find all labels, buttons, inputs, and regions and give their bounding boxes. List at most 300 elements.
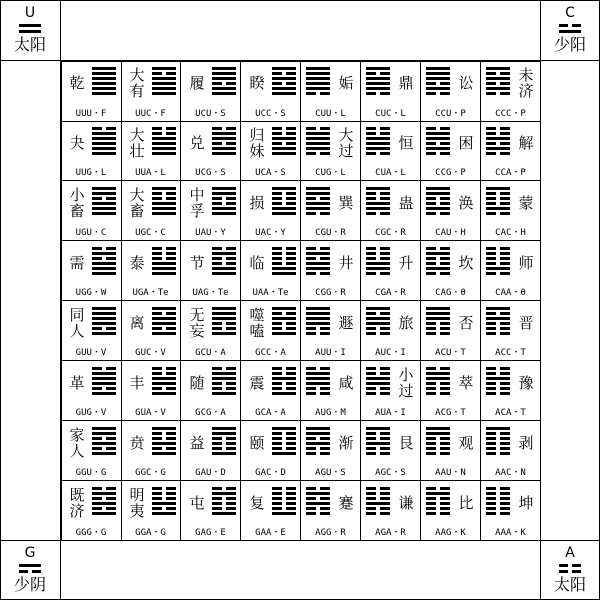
- yang-line: [92, 142, 116, 145]
- hexagram-name: 噬 嗑: [249, 306, 265, 340]
- hexagram-cell: [301, 181, 361, 241]
- yin-line: [486, 392, 510, 395]
- yang-line: [306, 137, 330, 140]
- yang-line: [152, 382, 176, 385]
- yang-line: [306, 82, 330, 85]
- yin-line: [272, 497, 296, 500]
- yin-line: [152, 487, 176, 490]
- yang-line: [212, 267, 236, 270]
- hexagram-name: 节: [189, 254, 205, 272]
- hexagram-name: 同 人: [69, 306, 85, 340]
- hexagram-code: GCC・A: [255, 348, 286, 358]
- hexagram-code: UCG・S: [195, 168, 226, 178]
- hexagram-name: 震: [249, 374, 265, 392]
- yin-line: [92, 487, 116, 490]
- hexagram-name: 困: [458, 134, 474, 152]
- yang-line: [272, 267, 296, 270]
- yang-line: [426, 137, 450, 140]
- yang-line: [152, 187, 176, 190]
- hexagram-cell: [121, 181, 181, 241]
- yin-line: [366, 192, 390, 195]
- yin-line: [486, 372, 510, 375]
- yin-line: [306, 497, 330, 500]
- yin-line: [152, 132, 176, 135]
- hexagram-code: CCA・P: [495, 168, 526, 178]
- yang-line: [152, 137, 176, 140]
- yin-line: [426, 92, 450, 95]
- yang-line: [212, 212, 236, 215]
- yin-line: [366, 312, 390, 315]
- yang-line: [92, 382, 116, 385]
- yin-line: [426, 142, 450, 145]
- hexagram-name: 损: [249, 194, 265, 212]
- hexagram-cell: [361, 61, 421, 122]
- yin-line: [426, 202, 450, 205]
- hexagram-symbol: [426, 367, 450, 395]
- yin-line: [426, 82, 450, 85]
- yin-line: [486, 72, 510, 75]
- hexagram-name: 泰: [129, 254, 145, 272]
- hexagram-code: GUC・V: [135, 348, 166, 358]
- yin-line: [272, 492, 296, 495]
- yin-line: [272, 127, 296, 130]
- yin-line: [486, 437, 510, 440]
- yin-line: [426, 392, 450, 395]
- hexagram-symbol: [486, 367, 510, 395]
- yin-line: [426, 502, 450, 505]
- hexagram-code: CGA・R: [375, 288, 406, 298]
- yin-line: [486, 197, 510, 200]
- yang-line: [92, 317, 116, 320]
- hexagram-code: GUU・V: [75, 348, 107, 358]
- bigram-line-yin: [559, 564, 581, 567]
- yin-line: [92, 447, 116, 450]
- hexagram-code: CGG・R: [315, 288, 346, 298]
- yang-line: [306, 207, 330, 210]
- hexagram-code: CGU・R: [315, 228, 346, 238]
- hexagram-code: GGC・G: [135, 468, 166, 478]
- yang-line: [306, 67, 330, 70]
- hexagram-name: 咸: [338, 374, 354, 392]
- yang-line: [272, 77, 296, 80]
- yin-line: [426, 322, 450, 325]
- hexagram-symbol: [366, 307, 390, 335]
- yin-line: [272, 442, 296, 445]
- bigram-symbol: [19, 564, 41, 573]
- yin-line: [272, 257, 296, 260]
- yin-line: [366, 392, 390, 395]
- yin-line: [426, 262, 450, 265]
- yang-line: [212, 512, 236, 515]
- hexagram-name: 鼎: [398, 74, 414, 92]
- hexagram-symbol: [306, 367, 330, 395]
- yang-line: [152, 427, 176, 430]
- yang-line: [152, 307, 176, 310]
- hexagram-code: ACG・T: [435, 408, 466, 418]
- hexagram-cell: [301, 121, 361, 181]
- hexagram-cell: [61, 421, 122, 481]
- hexagram-code: UGC・C: [135, 228, 166, 238]
- yang-line: [152, 142, 176, 145]
- yang-line: [212, 132, 236, 135]
- hexagram-cell: [421, 181, 481, 241]
- yin-line: [486, 387, 510, 390]
- hexagram-symbol: [306, 307, 330, 335]
- yang-line: [306, 322, 330, 325]
- hexagram-symbol: [366, 247, 390, 275]
- yin-line: [212, 497, 236, 500]
- yang-line: [92, 82, 116, 85]
- yin-line: [426, 497, 450, 500]
- hexagram-code: AAA・K: [495, 528, 526, 538]
- yin-line: [212, 322, 236, 325]
- yang-line: [366, 262, 390, 265]
- hexagram-symbol: [272, 67, 296, 95]
- hexagram-cell: [421, 121, 481, 181]
- hexagram-code: AUC・I: [375, 348, 406, 358]
- yin-line: [486, 432, 510, 435]
- yang-line: [212, 452, 236, 455]
- yin-line: [486, 262, 510, 265]
- yang-line: [426, 307, 450, 310]
- yang-line: [152, 77, 176, 80]
- yang-line: [272, 152, 296, 155]
- yang-line: [306, 307, 330, 310]
- corner-letter: A: [565, 545, 575, 561]
- hexagram-name: 艮: [398, 434, 414, 452]
- yin-line: [272, 202, 296, 205]
- yin-line: [306, 212, 330, 215]
- yang-line: [306, 262, 330, 265]
- yang-line: [366, 67, 390, 70]
- yang-line: [486, 207, 510, 210]
- hexagram-name: 晋: [518, 314, 534, 332]
- yin-line: [212, 82, 236, 85]
- yin-line: [306, 152, 330, 155]
- hexagram-symbol: [486, 307, 510, 335]
- yang-line: [152, 502, 176, 505]
- yin-line: [92, 197, 116, 200]
- yang-line: [92, 372, 116, 375]
- hexagram-cell: [181, 421, 241, 481]
- yang-line: [272, 137, 296, 140]
- hexagram-symbol: [366, 427, 390, 455]
- yin-line: [212, 197, 236, 200]
- corner-bottom-right: [540, 540, 600, 600]
- hexagram-cell: [61, 301, 122, 361]
- yin-line: [272, 262, 296, 265]
- hexagram-name: 丰: [129, 374, 145, 392]
- yin-line: [92, 257, 116, 260]
- hexagram-cell: [121, 301, 181, 361]
- hexagram-symbol: [212, 487, 236, 515]
- hexagram-name: 中 孚: [189, 186, 205, 220]
- yin-line: [426, 127, 450, 130]
- yin-line: [152, 432, 176, 435]
- yin-line: [306, 127, 330, 130]
- yang-line: [152, 317, 176, 320]
- yin-line: [152, 507, 176, 510]
- yin-line: [306, 327, 330, 330]
- corner-letter: C: [565, 5, 575, 21]
- yang-line: [366, 307, 390, 310]
- hexagram-code: GUA・V: [135, 408, 166, 418]
- yang-line: [272, 377, 296, 380]
- yin-line: [486, 202, 510, 205]
- yang-line: [152, 152, 176, 155]
- yang-line: [212, 77, 236, 80]
- hexagram-symbol: [486, 247, 510, 275]
- corner-label: 太阳: [553, 575, 586, 594]
- yin-line: [366, 92, 390, 95]
- yin-line: [272, 502, 296, 505]
- hexagram-code: AGA・R: [375, 528, 406, 538]
- yang-line: [426, 187, 450, 190]
- yang-line: [426, 67, 450, 70]
- hexagram-code: GAC・D: [255, 468, 286, 478]
- yang-line: [212, 147, 236, 150]
- bigram-line-yin: [19, 570, 41, 573]
- hexagram-code: AAU・N: [435, 468, 466, 478]
- hexagram-symbol: [212, 307, 236, 335]
- yin-line: [272, 432, 296, 435]
- hexagram-symbol: [366, 487, 390, 515]
- yin-line: [486, 367, 510, 370]
- yin-line: [92, 127, 116, 130]
- yang-line: [92, 212, 116, 215]
- yang-line: [272, 307, 296, 310]
- yang-line: [212, 492, 236, 495]
- hexagram-code: CUU・L: [315, 109, 346, 119]
- yang-line: [486, 317, 510, 320]
- yin-line: [366, 152, 390, 155]
- hexagram-code: AUU・I: [315, 348, 346, 358]
- hexagram-cell: [361, 481, 421, 541]
- yang-line: [306, 312, 330, 315]
- hexagram-cell: [361, 181, 421, 241]
- yin-line: [212, 367, 236, 370]
- yin-line: [366, 257, 390, 260]
- yin-line: [306, 437, 330, 440]
- hexagram-symbol: [272, 427, 296, 455]
- yang-line: [426, 87, 450, 90]
- hexagram-cell: [181, 301, 241, 361]
- hexagram-code: UAU・Y: [195, 228, 226, 238]
- yin-line: [272, 247, 296, 250]
- yang-line: [272, 392, 296, 395]
- yin-line: [152, 437, 176, 440]
- hexagram-name: 大 过: [338, 126, 354, 160]
- yin-line: [212, 127, 236, 130]
- yang-line: [272, 272, 296, 275]
- hexagram-cell: [481, 61, 541, 122]
- yin-line: [152, 247, 176, 250]
- hexagram-code: ACC・T: [495, 348, 526, 358]
- yin-line: [152, 497, 176, 500]
- yin-line: [426, 212, 450, 215]
- hexagram-cell: [241, 241, 301, 301]
- yang-line: [152, 332, 176, 335]
- hexagram-name: 贲: [129, 434, 145, 452]
- hexagram-name: 小 畜: [69, 186, 85, 220]
- hexagram-code: UUA・L: [135, 168, 166, 178]
- yin-line: [486, 512, 510, 515]
- yang-line: [366, 187, 390, 190]
- yin-line: [486, 447, 510, 450]
- hexagram-cell: [301, 61, 361, 122]
- yang-line: [92, 512, 116, 515]
- yin-line: [486, 142, 510, 145]
- hexagram-symbol: [152, 427, 176, 455]
- hexagram-name: 师: [518, 254, 534, 272]
- yin-line: [212, 247, 236, 250]
- yang-line: [152, 202, 176, 205]
- hexagram-cell: [121, 421, 181, 481]
- hexagram-code: GGU・G: [75, 468, 107, 478]
- bigram-line-yin: [559, 24, 581, 27]
- yin-line: [272, 312, 296, 315]
- hexagram-name: 屯: [189, 494, 205, 512]
- yang-line: [426, 252, 450, 255]
- yin-line: [366, 212, 390, 215]
- yin-line: [366, 512, 390, 515]
- yin-line: [212, 487, 236, 490]
- yang-line: [92, 187, 116, 190]
- yin-line: [366, 247, 390, 250]
- yang-line: [306, 202, 330, 205]
- yang-line: [92, 442, 116, 445]
- yin-line: [486, 487, 510, 490]
- yin-line: [366, 332, 390, 335]
- yin-line: [366, 497, 390, 500]
- yang-line: [366, 382, 390, 385]
- yin-line: [212, 382, 236, 385]
- yang-line: [152, 212, 176, 215]
- yin-line: [426, 272, 450, 275]
- hexagram-code: GUG・V: [75, 408, 107, 418]
- hexagram-symbol: [272, 487, 296, 515]
- hexagram-symbol: [152, 367, 176, 395]
- yin-line: [366, 447, 390, 450]
- yang-line: [212, 332, 236, 335]
- hexagram-cell: [361, 301, 421, 361]
- yin-line: [92, 247, 116, 250]
- yang-line: [92, 152, 116, 155]
- yin-line: [426, 327, 450, 330]
- hexagram-symbol: [426, 187, 450, 215]
- yin-line: [212, 502, 236, 505]
- hexagram-name: 否: [458, 314, 474, 332]
- hexagram-cell: [421, 61, 481, 122]
- yang-line: [212, 427, 236, 430]
- yin-line: [306, 392, 330, 395]
- yang-line: [92, 377, 116, 380]
- hexagram-symbol: [426, 427, 450, 455]
- hexagram-code: ACU・T: [435, 348, 466, 358]
- yang-line: [306, 87, 330, 90]
- yin-line: [486, 92, 510, 95]
- yin-line: [306, 332, 330, 335]
- yin-line: [366, 372, 390, 375]
- yin-line: [486, 312, 510, 315]
- yin-line: [92, 367, 116, 370]
- yang-line: [152, 272, 176, 275]
- hexagram-cell: [61, 61, 122, 122]
- hexagram-cell: [481, 121, 541, 181]
- yang-line: [426, 267, 450, 270]
- hexagram-name: 兑: [189, 134, 205, 152]
- yin-line: [272, 327, 296, 330]
- yin-line: [486, 502, 510, 505]
- yang-line: [426, 312, 450, 315]
- hexagram-cell: [481, 241, 541, 301]
- hexagram-name: 观: [458, 434, 474, 452]
- yang-line: [212, 92, 236, 95]
- yang-line: [92, 332, 116, 335]
- yang-line: [272, 207, 296, 210]
- yin-line: [366, 452, 390, 455]
- yang-line: [212, 67, 236, 70]
- hexagram-name: 革: [69, 374, 85, 392]
- bigram-line-yin: [559, 570, 581, 573]
- yin-line: [426, 487, 450, 490]
- hexagram-name: 大 畜: [129, 186, 145, 220]
- yang-line: [306, 192, 330, 195]
- yang-line: [366, 87, 390, 90]
- hexagram-symbol: [212, 187, 236, 215]
- corner-label: 太阳: [13, 35, 46, 54]
- yin-line: [272, 322, 296, 325]
- hexagram-cell: [181, 241, 241, 301]
- hexagram-code: AUG・M: [315, 408, 346, 418]
- yin-line: [306, 387, 330, 390]
- yin-line: [366, 367, 390, 370]
- hexagram-code: CAC・H: [495, 228, 526, 238]
- yang-line: [272, 147, 296, 150]
- yang-line: [426, 372, 450, 375]
- hexagram-name: 谦: [398, 494, 414, 512]
- hexagram-cell: [241, 361, 301, 421]
- hexagram-cell: [421, 481, 481, 541]
- hexagram-code: CCU・P: [435, 109, 466, 119]
- yin-line: [486, 332, 510, 335]
- yang-line: [426, 432, 450, 435]
- yin-line: [486, 442, 510, 445]
- yang-line: [152, 322, 176, 325]
- bigram-line-yang: [19, 564, 41, 567]
- yang-line: [366, 377, 390, 380]
- yang-line: [306, 72, 330, 75]
- yang-line: [486, 77, 510, 80]
- yin-line: [426, 247, 450, 250]
- hexagram-cell: [181, 181, 241, 241]
- yin-line: [92, 437, 116, 440]
- yin-line: [486, 507, 510, 510]
- corner-label: 少阳: [553, 35, 586, 54]
- yin-line: [366, 327, 390, 330]
- hexagram-name: 遯: [338, 314, 354, 332]
- yin-line: [272, 367, 296, 370]
- hexagram-symbol: [92, 127, 116, 155]
- yang-line: [92, 322, 116, 325]
- yang-line: [152, 442, 176, 445]
- yang-line: [306, 142, 330, 145]
- yang-line: [212, 317, 236, 320]
- yin-line: [92, 327, 116, 330]
- yin-line: [366, 197, 390, 200]
- hexagram-cell: [61, 481, 122, 541]
- hexagram-code: AUA・I: [375, 408, 406, 418]
